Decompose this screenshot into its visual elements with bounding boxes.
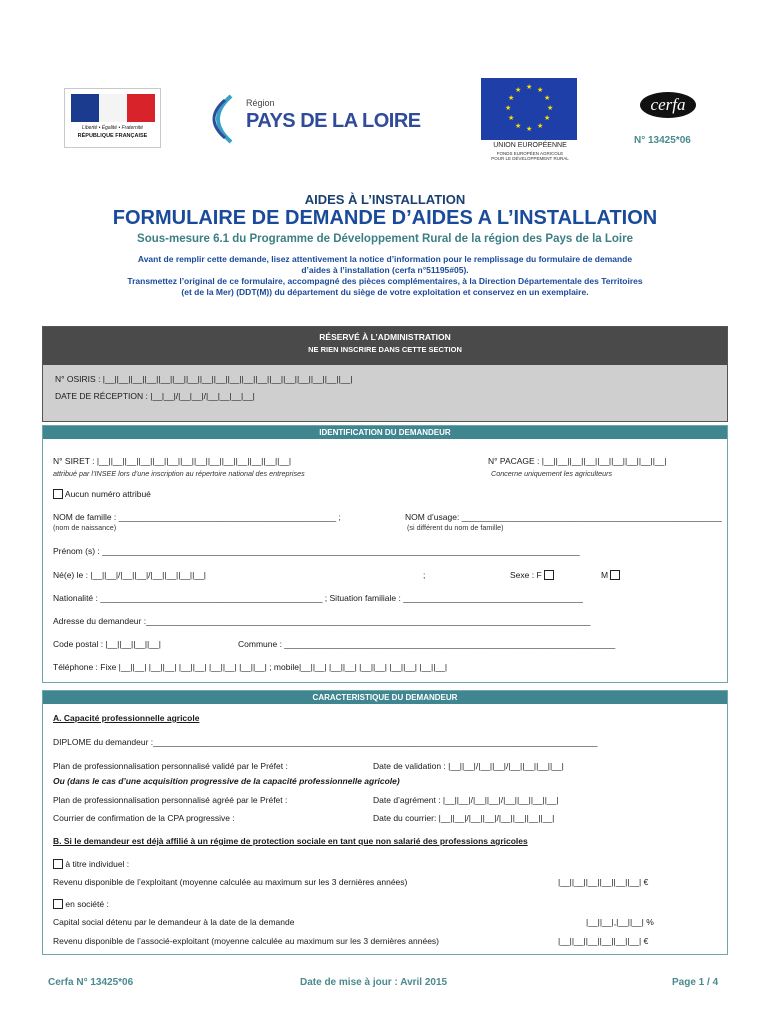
birthdate-field[interactable]: Né(e) le : |__||__|/|__||__|/|__||__||__||__| — [53, 570, 207, 580]
societe-label: en société : — [65, 899, 109, 909]
prenom-field[interactable]: Prénom (s) : _____________________________________________________________________________________________________ — [53, 546, 580, 556]
form-number: N° 13425*06 — [634, 135, 691, 146]
date-reception-field: DATE DE RÉCEPTION : |__|__|/|__|__|/|__|__|__|__| — [55, 391, 255, 401]
measure-subtitle: Sous-mesure 6.1 du Programme de Développement Rural de la région des Pays de la Loire — [137, 233, 633, 245]
intro-line-1: Avant de remplir cette demande, lisez attentivement la notice d’information pour le remplissage du formulaire de demande — [137, 254, 633, 264]
courrier-label: Courrier de confirmation de la CPA progressive : — [53, 813, 235, 823]
admin-header — [43, 327, 727, 365]
identification-header: IDENTIFICATION DU DEMANDEUR — [43, 426, 727, 439]
plan-valide-label: Plan de professionnalisation personnalisé validé par le Préfet : — [53, 761, 288, 771]
eu-sub-line2: POUR LE DÉVELOPPEMENT RURAL — [491, 156, 569, 161]
sexe-m-label: M — [601, 570, 609, 580]
intro-line-2: d’aides à l’installation (cerfa n°51195#05). — [301, 265, 469, 275]
eu-sub-line1: FONDS EUROPÉEN AGRICOLE — [496, 151, 564, 156]
region-label: Région — [246, 98, 275, 108]
identification-section — [42, 425, 728, 683]
eu-flag-icon: ★ ★ ★ ★ ★ ★ ★ ★ ★ ★ ★ ★ — [481, 78, 577, 140]
republique-francaise-logo — [64, 88, 161, 148]
footer-page-number: Page 1 / 4 — [672, 977, 719, 988]
region-logo — [199, 88, 429, 148]
pacage-note: Concerne uniquement les agriculteurs — [491, 469, 613, 478]
revenu-associe-field[interactable]: |__||__||__||__||__||__| € — [558, 936, 649, 946]
individuel-label: à titre individuel : — [65, 859, 130, 869]
commune-field[interactable]: Commune : ______________________________________________________________________ — [238, 639, 616, 649]
eu-caption: UNION EUROPÉENNE — [493, 142, 567, 149]
admin-subtitle: NE RIEN INSCRIRE DANS CETTE SECTION — [308, 345, 462, 354]
region-name: PAYS DE LA LOIRE — [246, 110, 421, 132]
societe-checkbox[interactable] — [53, 899, 63, 909]
diplome-field[interactable]: DIPLOME du demandeur :______________________________________________________________________________________________ — [53, 737, 598, 747]
revenu-exploitant-label: Revenu disponible de l’exploitant (moyenne calculée au maximum sur les 3 dernières années) — [53, 877, 408, 887]
intro-line-4: (et de la Mer) (DDT(M)) du département du siège de votre exploitation et conservez en un exemplaire. — [181, 287, 589, 297]
region-arc-icon — [201, 92, 237, 146]
telephone-field[interactable]: Téléphone : Fixe |__||__| |__||__| |__||__| |__||__| |__||__| ; mobile|__||__| |__||__| |__||__| |__||__| |__||__| — [53, 662, 448, 672]
admin-section — [42, 326, 728, 422]
section-b-title: B. Si le demandeur est déjà affilié à un régime de protection sociale en tant que non salarié des professions agricoles — [53, 836, 528, 846]
capital-label: Capital social détenu par le demandeur à la date de la demande — [53, 917, 295, 927]
nationalite-field[interactable]: Nationalité : _______________________________________________ ; Situation familiale : ______________________________________ — [53, 593, 583, 603]
footer-cerfa-number: Cerfa N° 13425*06 — [48, 977, 134, 988]
document-subtitle: AIDES À L’INSTALLATION — [304, 192, 466, 207]
code-postal-field[interactable]: Code postal : |__||__||__||__| — [53, 639, 161, 649]
revenu-associe-label: Revenu disponible de l’associé-exploitant (moyenne calculée au maximum sur les 3 dernières années) — [53, 936, 440, 946]
admin-title: RÉSERVÉ À L’ADMINISTRATION — [319, 332, 451, 342]
caracteristique-section — [42, 690, 728, 955]
cerfa-logo: cerfa — [640, 92, 696, 118]
siret-field[interactable]: N° SIRET : |__||__||__||__||__||__||__||__||__||__||__||__||__||__| — [53, 456, 292, 466]
section-a-title: A. Capacité professionnelle agricole — [53, 713, 200, 723]
birthdate-separator: ; — [423, 570, 426, 580]
caracteristique-header: CARACTERISTIQUE DU DEMANDEUR — [43, 691, 727, 704]
nom-usage-note: (si différent du nom de famille) — [407, 523, 504, 532]
nom-famille-note: (nom de naissance) — [53, 523, 117, 532]
nom-famille-field[interactable]: NOM de famille : ______________________________________________ ; — [53, 512, 341, 522]
individuel-checkbox[interactable] — [53, 859, 63, 869]
siret-note: attribué par l’INSEE lors d’une inscription au répertoire national des entreprises — [53, 469, 305, 478]
adresse-field[interactable]: Adresse du demandeur :______________________________________________________________________________________________ — [53, 616, 591, 626]
page-title: FORMULAIRE DE DEMANDE D’AIDES A L’INSTALLATION — [112, 207, 658, 229]
date-courrier-field[interactable]: Date du courrier: |__||__|/|__||__|/|__||__||__||__| — [373, 813, 555, 823]
intro-text — [40, 254, 730, 298]
eu-logo — [480, 78, 580, 164]
sexe-m-checkbox[interactable] — [610, 570, 620, 580]
no-number-checkbox[interactable] — [53, 489, 63, 499]
sexe-f-label: Sexe : F — [510, 570, 542, 580]
plan-agree-label: Plan de professionnalisation personnalisé agréé par le Préfet : — [53, 795, 288, 805]
no-number-label: Aucun numéro attribué — [64, 489, 151, 499]
footer-update-date: Date de mise à jour : Avril 2015 — [300, 977, 448, 988]
osiris-field: N° OSIRIS : |__||__||__||__||__||__||__||__||__||__||__||__||__||__||__||__||__||__| — [55, 374, 353, 384]
eu-subcaption — [480, 151, 580, 161]
rf-name: RÉPUBLIQUE FRANÇAISE — [77, 133, 148, 139]
rf-motto: Liberté • Égalité • Fraternité — [81, 125, 144, 131]
ou-text: Ou (dans le cas d’une acquisition progressive de la capacité professionnelle agricole) — [53, 776, 400, 786]
date-agrement-field[interactable]: Date d’agrément : |__||__|/|__||__|/|__||__||__||__| — [373, 795, 559, 805]
sexe-f-checkbox[interactable] — [544, 570, 554, 580]
revenu-exploitant-field[interactable]: |__||__||__||__||__||__| € — [558, 877, 649, 887]
date-validation-field[interactable]: Date de validation : |__||__|/|__||__|/|__||__||__||__| — [373, 761, 564, 771]
capital-field[interactable]: |__||__|,|__||__| % — [586, 917, 654, 927]
intro-line-3: Transmettez l’original de ce formulaire, accompagné des pièces complémentaires, à la Direction Départementale des Territoires — [127, 276, 643, 286]
nom-usage-field[interactable]: NOM d’usage: _______________________________________________________ — [405, 512, 722, 522]
pacage-field[interactable]: N° PACAGE : |__||__||__||__||__||__||__||__||__| — [488, 456, 667, 466]
